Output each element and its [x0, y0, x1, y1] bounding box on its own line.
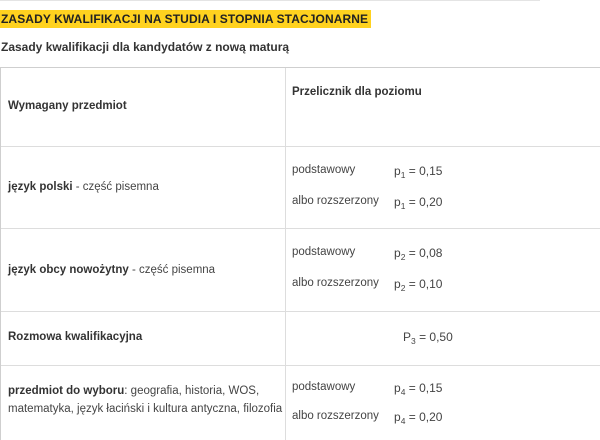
subject-elective: [8, 384, 259, 399]
qualification-table: [0, 67, 600, 440]
level-extended: albo rozszerzony: [292, 195, 379, 207]
page-heading: ZASADY KWALIFIKACJI NA STUDIA I STOPNIA STACJONARNE: [0, 10, 371, 28]
level-extended: albo rozszerzony: [292, 277, 379, 289]
subject-interview: Rozmowa kwalifikacyjna: [8, 331, 143, 343]
coefficient: $p_1 = 0,15$: [394, 164, 443, 180]
level-basic: podstawowy: [292, 381, 356, 393]
coefficient: $p_2 = 0,08$: [394, 246, 443, 262]
header-converter: Przelicznik dla poziomu: [292, 86, 422, 98]
row-divider: [1, 365, 600, 366]
subject-foreign-language: [8, 263, 215, 278]
coefficient: $p_4 = 0,20$: [394, 410, 443, 426]
column-divider: [285, 68, 286, 440]
subject-note: - część pisemna: [72, 181, 159, 193]
row-divider: [1, 146, 600, 147]
subject-name: przedmiot do wyboru: [8, 385, 125, 397]
header-required-subject: Wymagany przedmiot: [8, 100, 127, 112]
row-divider: [1, 228, 600, 229]
subject-name: język polski: [8, 181, 73, 193]
subject-name: język obcy nowożytny: [8, 264, 129, 276]
top-divider: [0, 0, 540, 1]
coefficient: $p_2 = 0,10$: [394, 277, 443, 293]
subject-note: - część pisemna: [128, 264, 216, 276]
subject-options: : geografia, historia, WOS,: [124, 385, 260, 397]
subject-options-continued: matematyka, język łaciński i kultura antyczna, filozofia: [8, 403, 283, 415]
row-divider: [1, 311, 600, 312]
coefficient: $P_3 = 0,50$: [403, 330, 453, 346]
coefficient: $p_1 = 0,20$: [394, 195, 443, 211]
page-subheading: Zasady kwalifikacji dla kandydatów z nową maturą: [1, 40, 290, 54]
coefficient: $p_4 = 0,15$: [394, 381, 443, 397]
level-extended: albo rozszerzony: [292, 410, 379, 422]
level-basic: podstawowy: [292, 246, 356, 258]
subject-polish: [8, 180, 159, 195]
level-basic: podstawowy: [292, 164, 356, 176]
